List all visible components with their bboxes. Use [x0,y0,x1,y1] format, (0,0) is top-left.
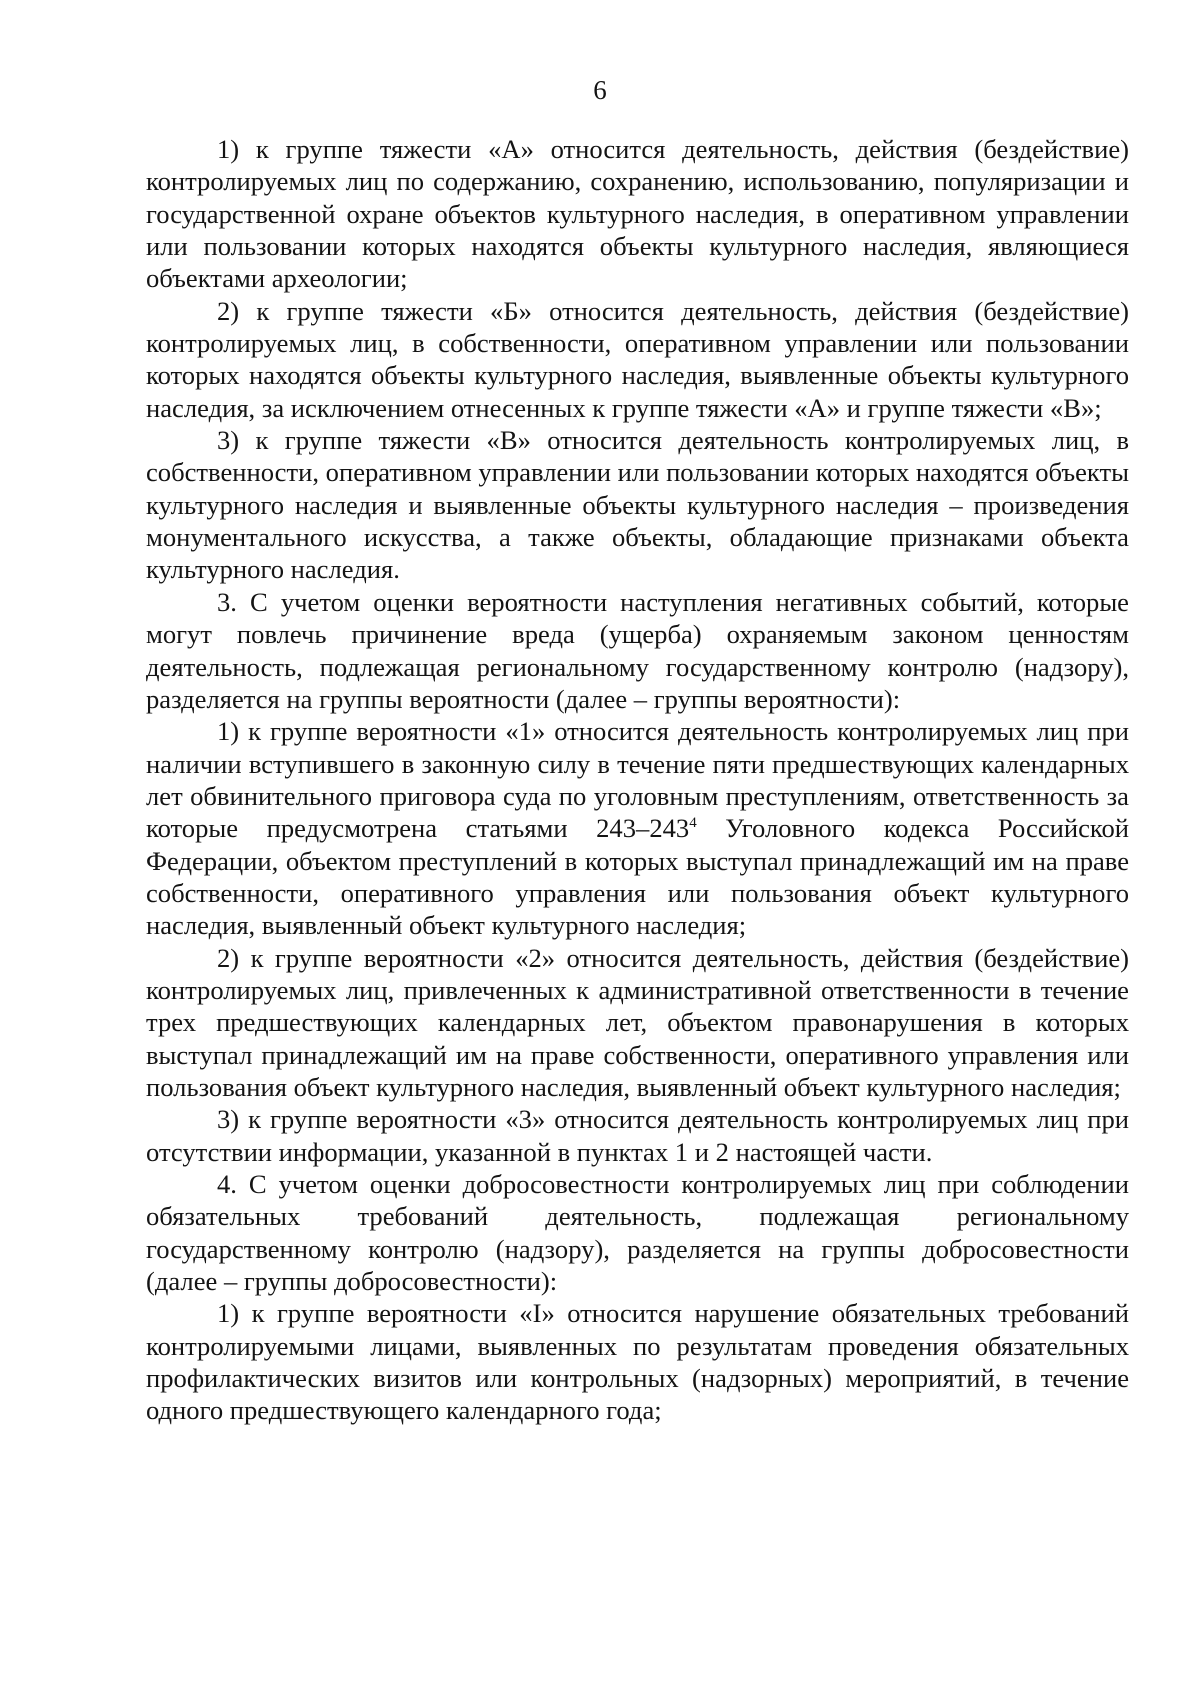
page-number: 6 [593,75,607,105]
paragraph-severity-group-a: 1) к группе тяжести «А» относится деятельность, действия (бездействие) контролируемых лиц по содержанию, сохранению, использованию, популяризации и государственной охране объектов культурного наследия, в оперативном управлении или пользовании которых находятся объекты культурного наследия, являющиеся объектами археологии; [146,134,1129,294]
paragraph-integrity-group-1: 1) к группе вероятности «I» относится нарушение обязательных требований контролируемыми лицами, выявленных по результатам проведения обязательных профилактических визитов или контрольных (надзорных) мероприятий, в течение одного предшествующего календарного года; [146,1298,1129,1426]
document-body [146,133,1129,1427]
paragraph-severity-group-b: 2) к группе тяжести «Б» относится деятельность, действия (бездействие) контролируемых лиц, в собственности, оперативном управлении или пользовании которых находятся объекты культурного наследия, выявленные объекты культурного наследия, за исключением отнесенных к группе тяжести «А» и группе тяжести «В»; [146,295,1129,423]
paragraph-probability-group-2: 2) к группе вероятности «2» относится деятельность, действия (бездействие) контролируемых лиц, привлеченных к административной ответственности в течение трех предшествующих календарных лет, объектом правонарушения в которых выступал принадлежащий им на праве собственности, оперативного управления или пользования объект культурного наследия, выявленный объект культурного наследия; [146,942,1129,1102]
paragraph-section-4: 4. С учетом оценки добросовестности контролируемых лиц при соблюдении обязательных требований деятельность, подлежащая региональному государственному контролю (надзору), разделяется на группы добросовестности (далее – группы добросовестности): [146,1169,1129,1297]
paragraph-text-part: 1) к группе вероятности «1» относится деятельность контролируемых лиц при наличии вступившего в законную силу в течение пяти предшествующих календарных лет обвинительного приговора суда по уголовным преступлениям, ответственность за которые предусмотрена статьями 243–243 [146,716,1129,844]
paragraph-severity-group-v: 3) к группе тяжести «В» относится деятельность контролируемых лиц, в собственности, оперативном управлении или пользовании которых находятся объекты культурного наследия и выявленные объекты культурного наследия – произведения монументального искусства, а также объекты, обладающие признаками объекта культурного наследия. [146,425,1129,585]
paragraph-probability-group-1 [146,715,1129,941]
paragraph-probability-group-3: 3) к группе вероятности «3» относится деятельность контролируемых лиц при отсутствии информации, указанной в пунктах 1 и 2 настоящей части. [146,1104,1129,1167]
paragraph-text-part: Уголовного кодекса Российской Федерации, объектом преступлений в которых выступал принадлежащий им на праве собственности, оперативного управления или пользования объект культурного наследия, выявленный объект культурного наследия; [146,813,1129,941]
paragraph-section-3: 3. С учетом оценки вероятности наступления негативных событий, которые могут повлечь причинение вреда (ущерба) охраняемым законом ценностям деятельность, подлежащая региональному государственному контролю (надзору), разделяется на группы вероятности (далее – группы вероятности): [146,586,1129,714]
superscript-article-index: 4 [689,815,697,832]
